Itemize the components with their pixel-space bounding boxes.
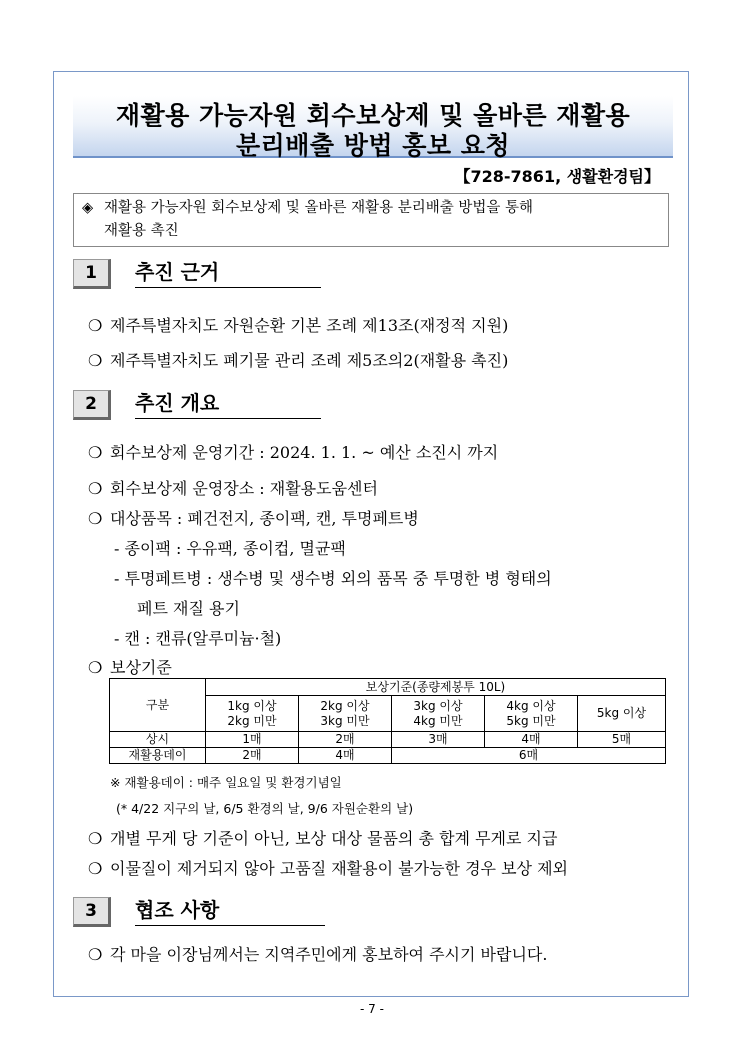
sub-item-continuation: 페트 재질 용기: [137, 599, 240, 618]
circle-bullet-icon: ❍: [88, 509, 103, 528]
table-column-header: 3kg 이상 4kg 미만: [392, 696, 485, 732]
section-number: 1: [73, 259, 111, 289]
circle-bullet-icon: ❍: [88, 945, 103, 964]
circle-bullet-icon: ❍: [88, 351, 103, 370]
summary-box: [73, 193, 669, 247]
sub-item: - 캔 : 캔류(알루미늄·철): [114, 629, 282, 648]
section-title: 추진 개요: [135, 390, 321, 419]
section-number: 3: [73, 897, 111, 927]
table-cell: 2매: [206, 748, 299, 764]
diamond-bullet-icon: ◈: [82, 200, 94, 216]
summary-line-2: 재활용 촉진: [104, 223, 179, 239]
section-title: 추진 근거: [135, 259, 321, 288]
sub-item: - 종이팩 : 우유팩, 종이컵, 멸균팩: [114, 539, 346, 558]
circle-bullet-icon: ❍: [88, 443, 103, 462]
note-line: (* 4/22 지구의 날, 6/5 환경의 날, 9/6 자원순환의 날): [116, 801, 414, 816]
summary-line-1: 재활용 가능자원 회수보상제 및 올바른 재활용 분리배출 방법을 통해: [104, 200, 534, 216]
table-row: [110, 732, 666, 748]
title-line-2: 분리배출 방법 홍보 요청: [235, 131, 511, 160]
table-group-header: 보상기준(종량제봉투 10L): [206, 679, 666, 696]
table-row-label: 상시: [110, 732, 206, 748]
list-item: ❍ 각 마을 이장님께서는 지역주민에게 홍보하여 주시기 바랍니다.: [88, 945, 548, 964]
table-row: [110, 748, 666, 764]
table-cell: 4매: [485, 732, 578, 748]
list-item: ❍ 대상품목 : 폐건전지, 종이팩, 캔, 투명페트병: [88, 509, 419, 528]
table-column-header: 1kg 이상 2kg 미만: [206, 696, 299, 732]
table-column-header: 4kg 이상 5kg 미만: [485, 696, 578, 732]
list-item: ❍ 회수보상제 운영장소 : 재활용도움센터: [88, 479, 378, 498]
circle-bullet-icon: ❍: [88, 859, 103, 878]
list-item: ❍ 개별 무게 당 기준이 아닌, 보상 대상 물품의 총 합계 무게로 지급: [88, 829, 558, 848]
section-title: 협조 사항: [135, 897, 325, 926]
list-item: ❍ 이물질이 제거되지 않아 고품질 재활용이 불가능한 경우 보상 제외: [88, 859, 569, 878]
table-cell: 5매: [578, 732, 666, 748]
table-column-header: 2kg 이상 3kg 미만: [299, 696, 392, 732]
circle-bullet-icon: ❍: [88, 479, 103, 498]
compensation-table: [109, 678, 666, 764]
department-contact: 【728-7861, 생활환경팀】: [454, 167, 660, 186]
table-cell: 1매: [206, 732, 299, 748]
table-cell: 6매: [392, 748, 666, 764]
title-line-1: 재활용 가능자원 회수보상제 및 올바른 재활용: [115, 101, 631, 130]
sub-item: - 투명페트병 : 생수병 및 생수병 외의 품목 중 투명한 병 형태의: [114, 569, 552, 588]
title-banner: [73, 96, 673, 158]
list-item: ❍ 회수보상제 운영기간 : 2024. 1. 1. ~ 예산 소진시 까지: [88, 443, 499, 462]
table-row-label: 재활용데이: [110, 748, 206, 764]
table-header-category: 구분: [110, 679, 206, 732]
list-item: ❍ 제주특별자치도 폐기물 관리 조례 제5조의2(재활용 촉진): [88, 351, 509, 370]
note-line: ※ 재활용데이 : 매주 일요일 및 환경기념일: [110, 775, 342, 790]
list-item: ❍ 보상기준: [88, 658, 172, 677]
page-number: - 7 -: [360, 1002, 384, 1016]
table-column-header: 5kg 이상: [578, 696, 666, 732]
section-number: 2: [73, 390, 111, 420]
circle-bullet-icon: ❍: [88, 316, 103, 335]
circle-bullet-icon: ❍: [88, 658, 103, 677]
table-cell: 3매: [392, 732, 485, 748]
circle-bullet-icon: ❍: [88, 829, 103, 848]
list-item: ❍ 제주특별자치도 자원순환 기본 조례 제13조(재정적 지원): [88, 316, 509, 335]
table-cell: 4매: [299, 748, 392, 764]
table-cell: 2매: [299, 732, 392, 748]
